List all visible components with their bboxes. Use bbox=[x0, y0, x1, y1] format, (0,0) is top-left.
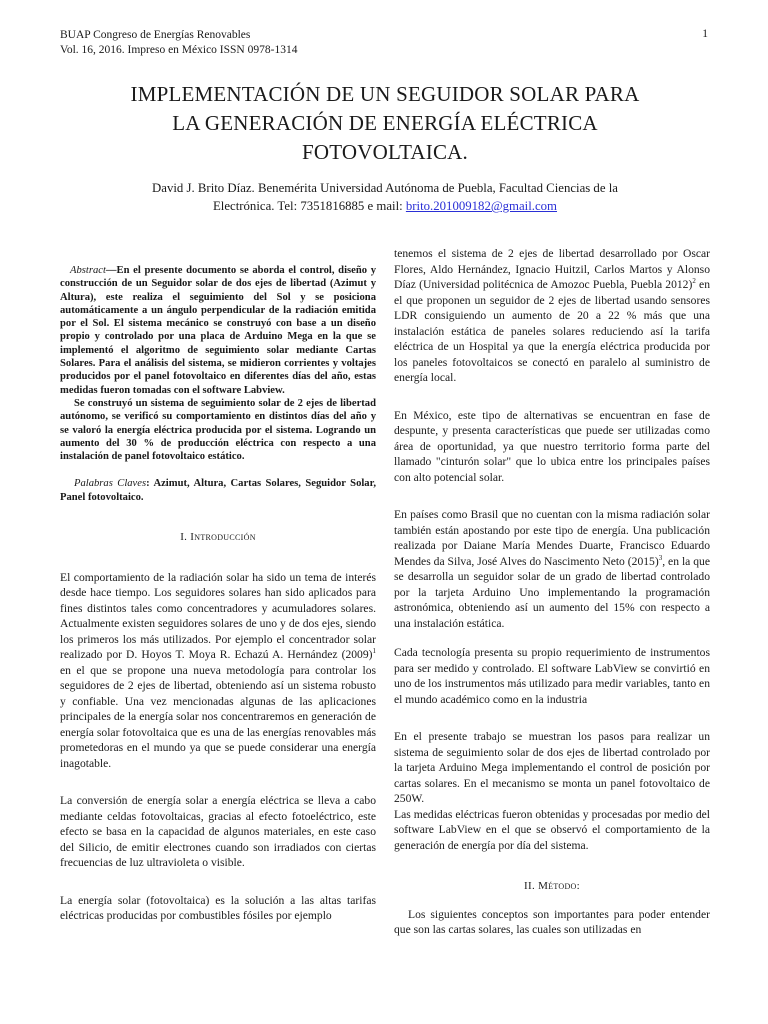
footnote-ref: 3 bbox=[658, 553, 663, 562]
paragraph-text: tenemos el sistema de 2 ejes de libertad desarrollado por Oscar Flores, Aldo Hernández, Ignacio Huitzil, Carlos Martos y Alonso Díaz (Universidad politécnica de Amozoc Puebla, Puebla 2012) bbox=[394, 247, 710, 291]
author-block bbox=[80, 179, 690, 215]
paragraph-text: En países como Brasil que no cuentan con la misma radiación solar también están apostando por este tipo de energía. Una publicación realizada por Daiane María Mendes Duarte, Francisco Eduardo Mendes da Silva, José Alves do Nascimento Neto (2015) bbox=[394, 508, 710, 568]
section-number: I. bbox=[180, 531, 188, 544]
paper-title bbox=[60, 80, 710, 167]
left-column bbox=[60, 246, 376, 938]
paragraph-text: en el que proponen un seguidor de 2 ejes de libertad usando sensores LDR consiguiendo un aumento de 20 a 22 % más que una instalación estática de paneles solares reduciendo así la tarifa eléctrica de un Hospital ya que la energía eléctrica producida por los paneles fotovoltaicos se conectó en paralelo al suministro de energía local. bbox=[394, 278, 710, 384]
abstract-text: —En el presente documento se aborda el control, diseño y construcción de un Seguidor solar de dos ejes de libertad (Azimut y Altura), este realiza el seguimiento del Sol y se posiciona automáticamente a un ángulo perpendicular de la radiación emitida por el Sol. El sistema mecánico se construyó con base a un diseño propio y controlado por una placa de Arduino Mega en la que se implementó el algoritmo de seguimiento solar mediante Cartas Solares. Para el análisis del sistema, se midieron corrientes y voltajes producidos por el panel fotovoltaico en diferentes días del año, estas medidas fueron tomadas con el software Labview. bbox=[60, 265, 376, 396]
body-paragraph: La energía solar (fotovoltaica) es la solución a las altas tarifas eléctricas producidas por combustibles fósiles por ejemplo bbox=[60, 893, 376, 923]
section-heading-metodo bbox=[394, 879, 710, 895]
body-paragraph bbox=[394, 507, 710, 631]
author-affiliation: David J. Brito Díaz. Benemérita Universidad Autónoma de Puebla, Facultad Ciencias de la bbox=[152, 181, 618, 195]
body-paragraph: Las medidas eléctricas fueron obtenidas y procesadas por medio del software LabView en el que se observó el comportamiento de la generación de energía por día del sistema. bbox=[394, 807, 710, 852]
body-paragraph: En el presente trabajo se muestran los pasos para realizar un sistema de seguimiento solar de dos ejes de libertad controlado por la tarjeta Arduino Mega implementando el control de posición por cartas solares. En el mecanismo se monta un panel fotovoltaico de 250W. bbox=[394, 730, 710, 805]
title-line: LA GENERACIÓN DE ENERGÍA ELÉCTRICA bbox=[172, 111, 598, 135]
body-paragraph bbox=[394, 246, 710, 386]
abstract-label: Abstract bbox=[70, 265, 106, 276]
paragraph-text: en el que se propone una nueva metodología para controlar los seguidores de 2 ejes de libertad, obteniendo así un sistema robusto y confiable. Una vez mencionadas algunas de las aplicaciones principales de la energía solar nos concentraremos en generación de energía solar fotovoltaica que es una de las energías renovables más prometedoras en el mundo ya que se puede considerar una energía inagotable. bbox=[60, 663, 376, 770]
keywords-label: Palabras Claves bbox=[74, 478, 147, 490]
title-line: FOTOVOLTAICA. bbox=[301, 140, 469, 164]
footnote-ref: 2 bbox=[692, 277, 696, 286]
paragraph-text: , en la que se desarrolla un seguidor solar de un grado de libertad controlado por la tarjeta Arduino Uno implementando la programación astronómica, obteniendo así un aumento del 15% con respecto a una instalación estática. bbox=[394, 554, 710, 630]
journal-name: BUAP Congreso de Energías Renovables bbox=[60, 29, 251, 41]
author-contact bbox=[80, 197, 690, 215]
footnote-ref: 1 bbox=[372, 647, 376, 656]
body-paragraph: Cada tecnología presenta su propio requerimiento de instrumentos para ser medido y controlado. El software LabView se convirtió en uno de los instrumentos más utilizado para medir variables, tanto en el mundo académico como en la industria bbox=[394, 646, 710, 706]
section-title: Introducción bbox=[190, 531, 256, 544]
body-paragraph: Los siguientes conceptos son importantes para poder entender que son las cartas solares, las cuales son utilizadas en bbox=[394, 907, 710, 936]
journal-volume: Vol. 16, 2016. Impreso en México ISSN 0978-1314 bbox=[60, 44, 298, 56]
body-paragraph: La conversión de energía solar a energía eléctrica se lleva a cabo mediante celdas fotovoltaicas, gracias al efecto fotoeléctrico, este efecto se basa en la capacidad de algunos materiales, en este caso del Silicio, de emitir electrones cuando son irradiados con ciertas frecuencias de luz ultravioleta o visible. bbox=[60, 794, 376, 870]
abstract bbox=[60, 264, 376, 463]
section-heading-introduccion bbox=[60, 530, 376, 546]
body-paragraph: En México, este tipo de alternativas se encuentran en fase de despunte, y presenta características que puede ser utilizadas como área de oportunidad, ya que nuestro territorio forma parte del llamado "cinturón solar" que lo ubica entre los principales países con alto potencial solar. bbox=[394, 408, 710, 484]
abstract-text-2: Se construyó un sistema de seguimiento solar de 2 ejes de libertad autónomo, se verificó su comportamiento en distintos días del año y se valoró la energía eléctrica producida por el sistema. Logrando un aumento del 30 % de producción eléctrica con respecto a una instalación de panel fotovoltaico estático. bbox=[60, 397, 376, 463]
paragraph-text: El comportamiento de la radiación solar ha sido un tema de interés desde hace tiempo. Los seguidores solares han sido aplicados para fines distintos tales como concentradores y acumuladores solares. Actualmente existen seguidores solares de uno y de dos ejes, siendo los primeros los más utilizados. Por ejemplo el concentrador solar realizado por D. Hoyos T. Moya R. Echazú A. Hernández (2009) bbox=[60, 570, 376, 662]
title-line: IMPLEMENTACIÓN DE UN SEGUIDOR SOLAR PARA bbox=[130, 82, 640, 106]
keywords bbox=[60, 477, 376, 504]
body-paragraph bbox=[60, 570, 376, 772]
section-title: Método: bbox=[538, 880, 580, 892]
right-column bbox=[394, 246, 710, 952]
running-header bbox=[60, 28, 297, 58]
page-number: 1 bbox=[702, 28, 708, 40]
keywords-text: : Azimut, Altura, Cartas Solares, Seguidor Solar, Panel fotovoltaico. bbox=[60, 478, 376, 503]
section-number: II. bbox=[524, 880, 535, 892]
email-link[interactable]: brito.201009182@gmail.com bbox=[405, 199, 558, 213]
contact-text: Electrónica. Tel: 7351816885 e mail: bbox=[212, 199, 406, 213]
